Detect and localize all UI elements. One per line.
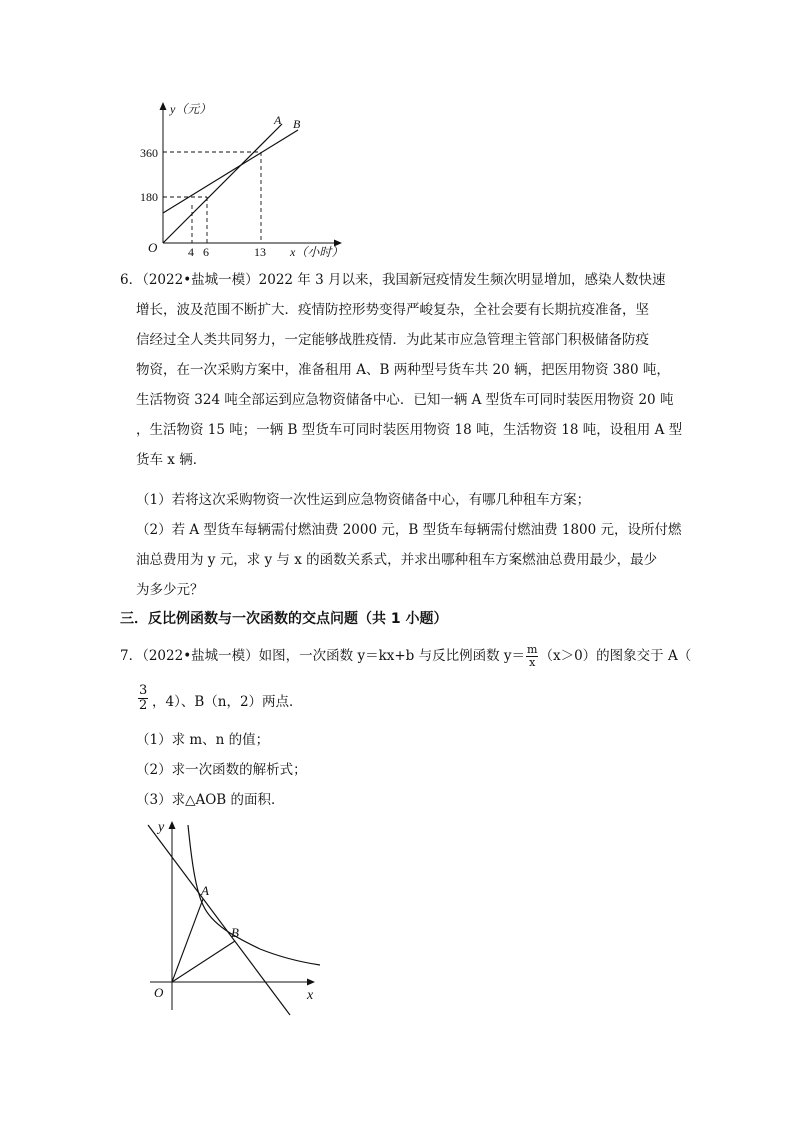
y-axis-arrow bbox=[160, 102, 167, 110]
problem6-line-7: 货车 x 辆． bbox=[136, 452, 207, 468]
x-tick-6: 6 bbox=[203, 245, 209, 259]
problem7-line-1-start: 7．（2022•盐城一模）如图，一次函数 y＝kx+b 与反比例函数 y＝ bbox=[120, 648, 526, 664]
problem6-line-5: 生活物资 324 吨全部运到应急物资储备中心．已知一辆 A 型货车可同时装医用物资 20 吨 bbox=[136, 392, 674, 408]
problem6-question-2-line-1: （2）若 A 型货车每辆需付燃油费 2000 元，B 型货车每辆需付燃油费 1800 元，设所付燃 bbox=[136, 522, 682, 538]
y-axis-label: y（元） bbox=[170, 102, 212, 116]
fraction-m-over-x bbox=[526, 644, 538, 669]
y-tick-360: 360 bbox=[140, 146, 158, 160]
linear-function-line bbox=[148, 825, 290, 1015]
cost-graph bbox=[130, 100, 350, 260]
x-tick-13: 13 bbox=[254, 245, 266, 259]
problem6-line-1: 6．（2022•盐城一模）2022 年 3 月以来，我国新冠疫情发生频次明显增加，感染人数快速 bbox=[120, 272, 666, 288]
origin-label: O bbox=[148, 240, 158, 255]
y-axis-arrow bbox=[169, 821, 176, 829]
x-axis-label: x（小时） bbox=[290, 245, 344, 259]
problem7-line-2: ，4）、B（n，2）两点． bbox=[152, 694, 303, 710]
x-axis-arrow bbox=[307, 979, 315, 986]
line-b bbox=[163, 130, 298, 213]
section-3-heading: 三．反比例函数与一次函数的交点问题（共 1 小题） bbox=[120, 611, 448, 627]
problem7-question-1: （1）求 m、n 的值； bbox=[136, 732, 270, 748]
line-a bbox=[163, 124, 282, 243]
problem6-question-2-line-2: 油总费用为 y 元，求 y 与 x 的函数关系式，并求出哪种租车方案燃油总费用最少，最少 bbox=[136, 552, 658, 568]
x-tick-4: 4 bbox=[188, 245, 194, 259]
y-tick-180: 180 bbox=[140, 190, 158, 204]
point-a-numerator: 3 bbox=[139, 683, 148, 698]
problem6-question-1: （1）若将这次采购物资一次性运到应急物资储备中心，有哪几种租车方案； bbox=[136, 492, 591, 508]
fraction-denominator: x bbox=[529, 656, 536, 669]
point-a-denominator: 2 bbox=[139, 698, 148, 713]
problem6-line-3: 信经过全人类共同努力，一定能够战胜疫情．为此某市应急管理主管部门积极储备防疫 bbox=[136, 332, 649, 348]
problem7-line-1 bbox=[120, 644, 691, 669]
y-axis-label: y bbox=[158, 820, 165, 835]
fraction-numerator: m bbox=[527, 643, 538, 656]
segment-oa bbox=[172, 899, 203, 982]
line-b-label: B bbox=[293, 117, 301, 131]
problem7-question-3: （3）求△AOB 的面积． bbox=[136, 792, 285, 808]
problem7-line-1-end: （x＞0）的图象交于 A（ bbox=[539, 648, 692, 664]
problem6-question-2-line-3: 为多少元？ bbox=[136, 582, 204, 598]
problem6-line-6: ，生活物资 15 吨；一辆 B 型货车可同时装医用物资 18 吨，生活物资 18 吨，设租用 A 型 bbox=[136, 422, 683, 438]
point-a-label: A bbox=[201, 883, 209, 898]
point-a-x-fraction bbox=[138, 684, 148, 713]
intersection-graph bbox=[140, 815, 330, 1020]
x-axis-label: x bbox=[307, 988, 314, 1003]
segment-ob bbox=[172, 941, 235, 982]
problem6-line-2: 增长，波及范围不断扩大．疫情防控形势变得严峻复杂，全社会要有长期抗疫准备，坚 bbox=[136, 302, 649, 318]
problem6-line-4: 物资，在一次采购方案中，准备租用 A、B 两种型号货车共 20 辆，把医用物资 380 吨， bbox=[136, 362, 670, 378]
origin-label: O bbox=[154, 985, 164, 1000]
line-a-label: A bbox=[274, 113, 282, 127]
point-b-label: B bbox=[231, 925, 239, 940]
problem7-question-2: （2）求一次函数的解析式； bbox=[136, 762, 307, 778]
